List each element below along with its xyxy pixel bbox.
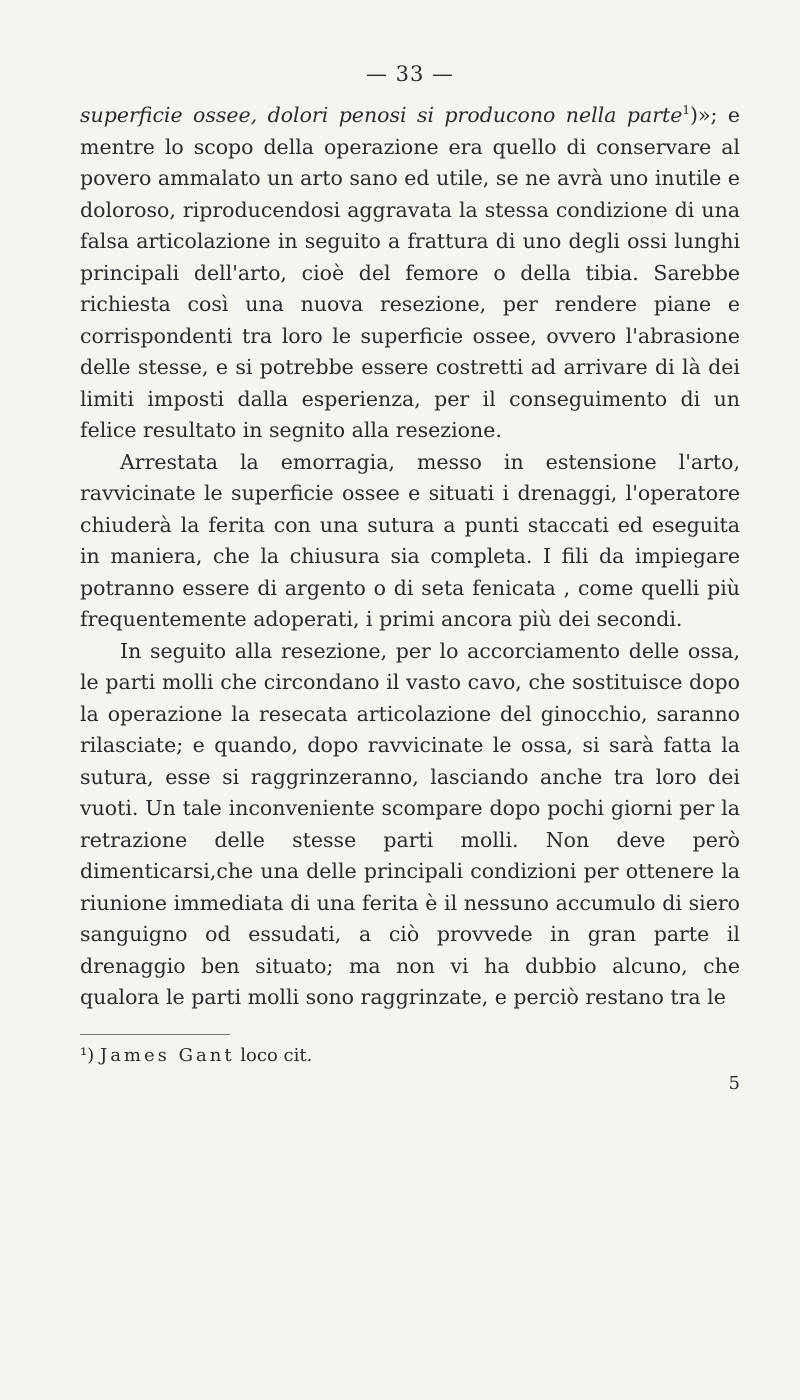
footnote <box>80 1045 312 1066</box>
footnote-author: James Gant <box>99 1044 235 1066</box>
footnote-divider <box>80 1034 230 1035</box>
footnote-row <box>80 1043 740 1073</box>
italic-lead: superficie ossee, dolori penosi si producono nella parte <box>80 103 683 127</box>
footnote-marker: ¹) <box>80 1044 95 1066</box>
book-page <box>80 62 740 1103</box>
paragraph-2: Arrestata la emorragia, messo in estensione l'arto, ravvicinate le superficie ossee e situati i drenaggi, l'operatore chiuderà la ferita con una sutura a punti staccati ed eseguita in maniera, che la chiusura sia completa. I fili da impiegare potranno essere di argento o di seta fenicata , come quelli più frequentemente adoperati, i primi ancora più dei secondi. <box>80 449 740 631</box>
footnote-text: loco cit. <box>240 1044 313 1066</box>
signature-mark: 5 <box>728 1072 740 1094</box>
signature-row <box>80 1073 740 1103</box>
paragraph-1 <box>80 100 740 447</box>
paragraph-1-text: )»; e mentre lo scopo della operazione era quello di conservare al povero ammalato un arto sano ed utile, se ne avrà uno inutile e doloroso, riproducendosi aggravata la stessa condizione di una falsa articolazione in seguito a frattura di uno degli ossi lunghi principali dell'arto, cioè del femore o della tibia. Sarebbe richiesta così una nuova resezione, per rendere piane e corrispondenti tra loro le superficie ossee, ovvero l'abrasione delle stesse, e si potrebbe essere costretti ad arrivare di là dei limiti imposti dalla esperienza, per il conseguimento di un felice resultato in segnito alla resezione. <box>80 103 740 442</box>
paragraph-3: In seguito alla resezione, per lo accorciamento delle ossa, le parti molli che circondano il vasto cavo, che sostituisce dopo la operazione la resecata articolazione del ginocchio, saranno rilasciate; e quando, dopo ravvicinate le ossa, si sarà fatta la sutura, esse si raggrinzeranno, lasciando anche tra loro dei vuoti. Un tale inconveniente scompare dopo pochi giorni per la retrazione delle stesse parti molli. Non deve però dimenticarsi,che una delle principali condizioni per ottenere la riunione immediata di una ferita è il nessuno accumulo di siero sanguigno od essudati, a ciò provvede in gran parte il drenaggio ben situato; ma non vi ha dubbio alcuno, che qualora le parti molli sono raggrinzate, e perciò restano tra le <box>80 638 740 1009</box>
page-number: — 33 — <box>365 62 455 86</box>
footnote-ref: 1 <box>682 103 691 118</box>
